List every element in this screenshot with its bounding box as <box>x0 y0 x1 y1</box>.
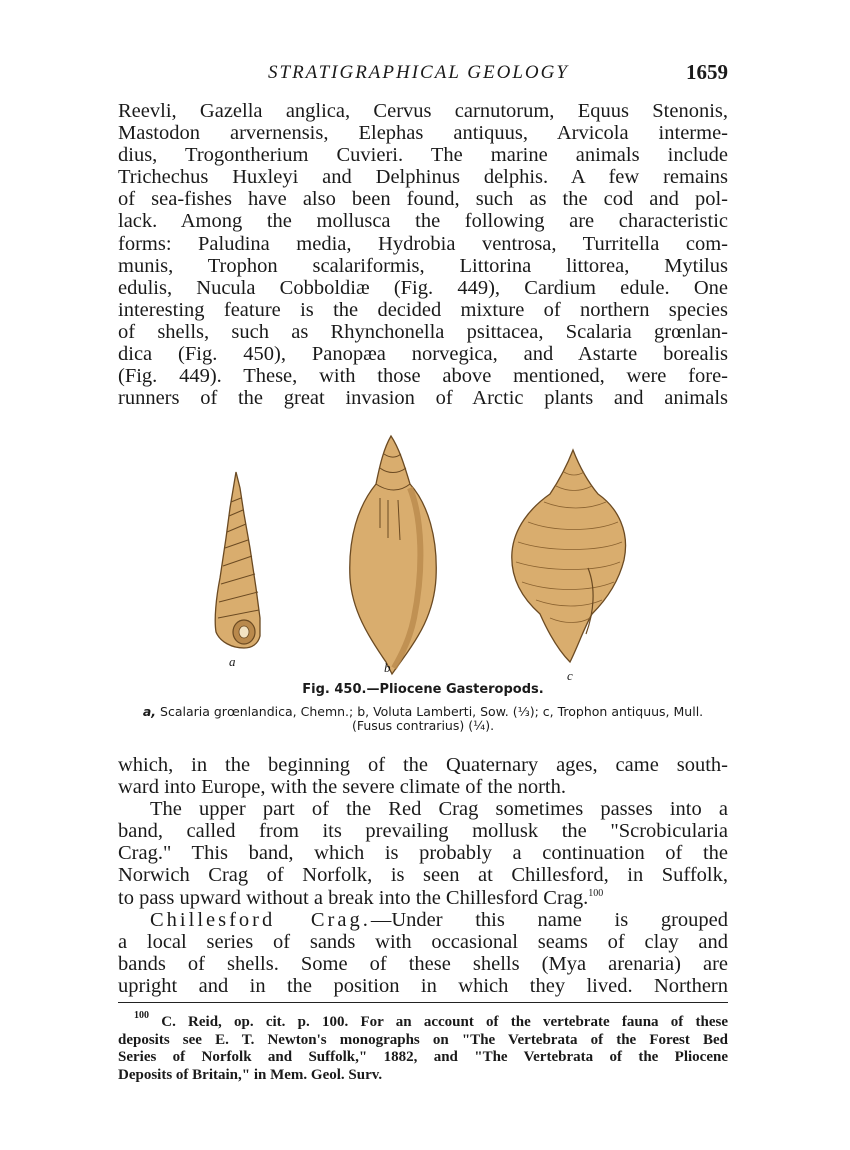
text-line-content: —Under this name is grouped <box>370 908 729 931</box>
text-line: Trichechus Huxleyi and Delphinus delphis. A few remains <box>118 166 728 189</box>
figure-caption: Fig. 450.—Pliocene Gasteropods. <box>302 682 544 697</box>
figure-legend-lead: a, <box>142 704 157 719</box>
page-number: 1659 <box>686 60 728 84</box>
section-heading: Chillesford Crag. <box>150 908 371 931</box>
text-line: band, called from its prevailing mollusk the "Scrobicularia <box>118 820 728 843</box>
text-line: munis, Trophon scalariformis, Littorina littorea, Mytilus <box>118 254 728 277</box>
gasteropod-illustration <box>118 428 728 678</box>
body-text-top <box>118 100 728 409</box>
text-line: (Fig. 449). These, with those above mentioned, were fore- <box>118 365 728 388</box>
footnote-number: 100 <box>134 1010 149 1021</box>
text-line: ward into Europe, with the severe climate of the north. <box>118 776 567 799</box>
figure-legend-text: Scalaria grœnlandica, Chemn.; b, Voluta Lamberti, Sow. (⅓); c, Trophon antiquus, Mull. (Fusus contrarius) (¼). <box>160 704 704 733</box>
footnote-line: Series of Norfolk and Suffolk," 1882, and "The Vertebrata of the Pliocene <box>118 1049 728 1065</box>
running-head <box>118 60 728 88</box>
body-text-bottom <box>118 754 728 997</box>
footnote-line <box>118 1010 728 1032</box>
text-line: upright and in the position in which they lived. Northern <box>118 974 728 997</box>
text-line <box>118 887 728 909</box>
footnote-divider <box>118 1002 728 1003</box>
running-title: STRATIGRAPHICAL GEOLOGY <box>268 62 569 83</box>
text-line: of sea-fishes have also been found, such as the cod and pol- <box>118 188 728 211</box>
text-line <box>118 909 728 931</box>
text-line: Norwich Crag of Norfolk, is seen at Chillesford, in Suffolk, <box>118 864 728 887</box>
footnote-line-content: C. Reid, op. cit. p. 100. For an account of the vertebrate fauna of these <box>149 1014 728 1030</box>
text-line: runners of the great invasion of Arctic plants and animals <box>118 387 728 410</box>
footnote-line: deposits see E. T. Newton's monographs on "The Vertebrata of the Forest Bed <box>118 1031 728 1048</box>
figure-legend <box>140 705 706 733</box>
shell-c-illustration <box>512 450 626 662</box>
text-line: forms: Paludina media, Hydrobia ventrosa, Turritella com- <box>118 232 728 255</box>
text-line: Crag." This band, which is probably a continuation of the <box>118 842 728 865</box>
text-line: a local series of sands with occasional seams of clay and <box>118 930 728 953</box>
figure-letter-c: c <box>567 668 573 683</box>
text-line: lack. Among the mollusca the following are characteristic <box>118 210 728 233</box>
footnote-reference: 100 <box>588 887 604 899</box>
footnote <box>118 1010 728 1084</box>
text-line: Reevli, Gazella anglica, Cervus carnutorum, Equus Stenonis, <box>118 100 728 122</box>
text-line: bands of shells. Some of these shells (Mya arenaria) are <box>118 952 728 975</box>
text-line: dius, Trogontherium Cuvieri. The marine animals include <box>118 144 728 167</box>
text-line: which, in the beginning of the Quaternary ages, came south- <box>118 754 728 776</box>
text-line: interesting feature is the decided mixture of northern species <box>118 298 728 321</box>
figure-letter-b: b <box>384 660 391 675</box>
text-line-content: to pass upward without a break into the Chillesford Crag. <box>118 886 589 909</box>
figure-450 <box>118 428 728 683</box>
shell-a-illustration <box>215 472 260 648</box>
text-line: Mastodon arvernensis, Elephas antiquus, Arvicola interme- <box>118 122 728 145</box>
shell-b-illustration <box>350 436 437 674</box>
text-line: The upper part of the Red Crag sometimes passes into a <box>150 798 728 821</box>
footnote-line: Deposits of Britain," in Mem. Geol. Surv. <box>118 1066 383 1083</box>
figure-letter-a: a <box>229 654 236 669</box>
text-line: dica (Fig. 450), Panopæa norvegica, and Astarte borealis <box>118 343 728 366</box>
text-line: edulis, Nucula Cobboldiæ (Fig. 449), Cardium edule. One <box>118 276 728 299</box>
text-line: of shells, such as Rhynchonella psittacea, Scalaria grœnlan- <box>118 320 728 343</box>
